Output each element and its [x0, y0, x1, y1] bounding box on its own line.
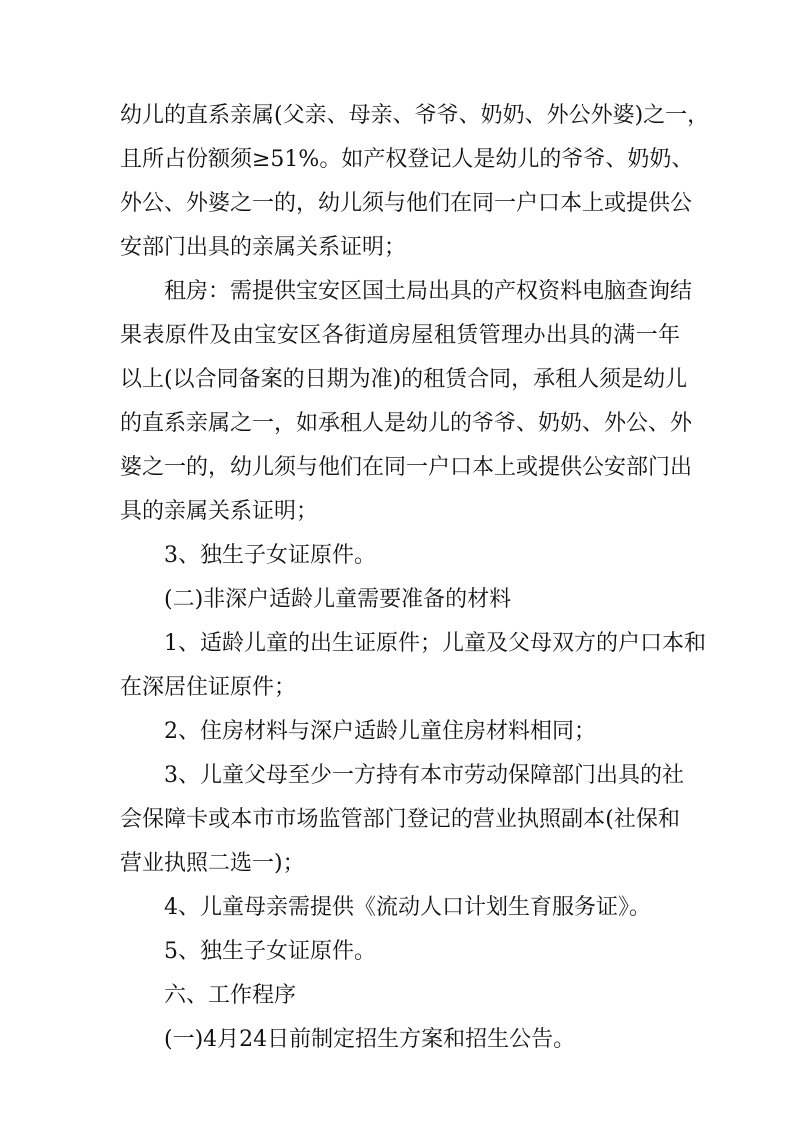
- paragraph-line: 在深居住证原件；: [120, 675, 297, 700]
- section-heading: (二)非深户适龄儿童需要准备的材料: [164, 587, 512, 612]
- section-heading: 六、工作程序: [164, 983, 297, 1008]
- paragraph-line: 会保障卡或本市市场监管部门登记的营业执照副本(社保和: [120, 807, 680, 832]
- paragraph-line: 婆之一的，幼儿须与他们在同一户口本上或提供公安部门出: [120, 455, 693, 480]
- list-item: 3、独生子女证原件。: [164, 543, 376, 568]
- paragraph-line: 外公、外婆之一的，幼儿须与他们在同一户口本上或提供公: [120, 191, 693, 216]
- paragraph-line: 营业执照二选一)；: [120, 851, 305, 876]
- paragraph-line: 且所占份额须≥51%。如产权登记人是幼儿的爷爷、奶奶、: [120, 147, 694, 172]
- paragraph-line: 以上(以合同备案的日期为准)的租赁合同，承租人须是幼儿: [120, 367, 688, 392]
- paragraph-line: 的直系亲属之一，如承租人是幼儿的爷爷、奶奶、外公、外: [120, 411, 693, 436]
- paragraph-line: 租房：需提供宝安区国土局出具的产权资料电脑查询结: [164, 279, 693, 304]
- paragraph-line: 安部门出具的亲属关系证明；: [120, 235, 407, 260]
- paragraph-line: 幼儿的直系亲属(父亲、母亲、爷爷、奶奶、外公外婆)之一，: [120, 103, 710, 128]
- list-item: 2、住房材料与深户适龄儿童住房材料相同；: [164, 719, 596, 744]
- paragraph-line: 果表原件及由宝安区各街道房屋租赁管理办出具的满一年: [120, 323, 680, 348]
- list-item: 4、儿童母亲需提供《流动人口计划生育服务证》。: [164, 895, 651, 920]
- list-item: 5、独生子女证原件。: [164, 939, 376, 964]
- section-heading: (一)4月24日前制定招生方案和招生公告。: [164, 1027, 576, 1052]
- list-item: 1、适龄儿童的出生证原件；儿童及父母双方的户口本和: [164, 631, 706, 656]
- paragraph-line: 具的亲属关系证明；: [120, 499, 319, 524]
- list-item: 3、儿童父母至少一方持有本市劳动保障部门出具的社: [164, 763, 684, 788]
